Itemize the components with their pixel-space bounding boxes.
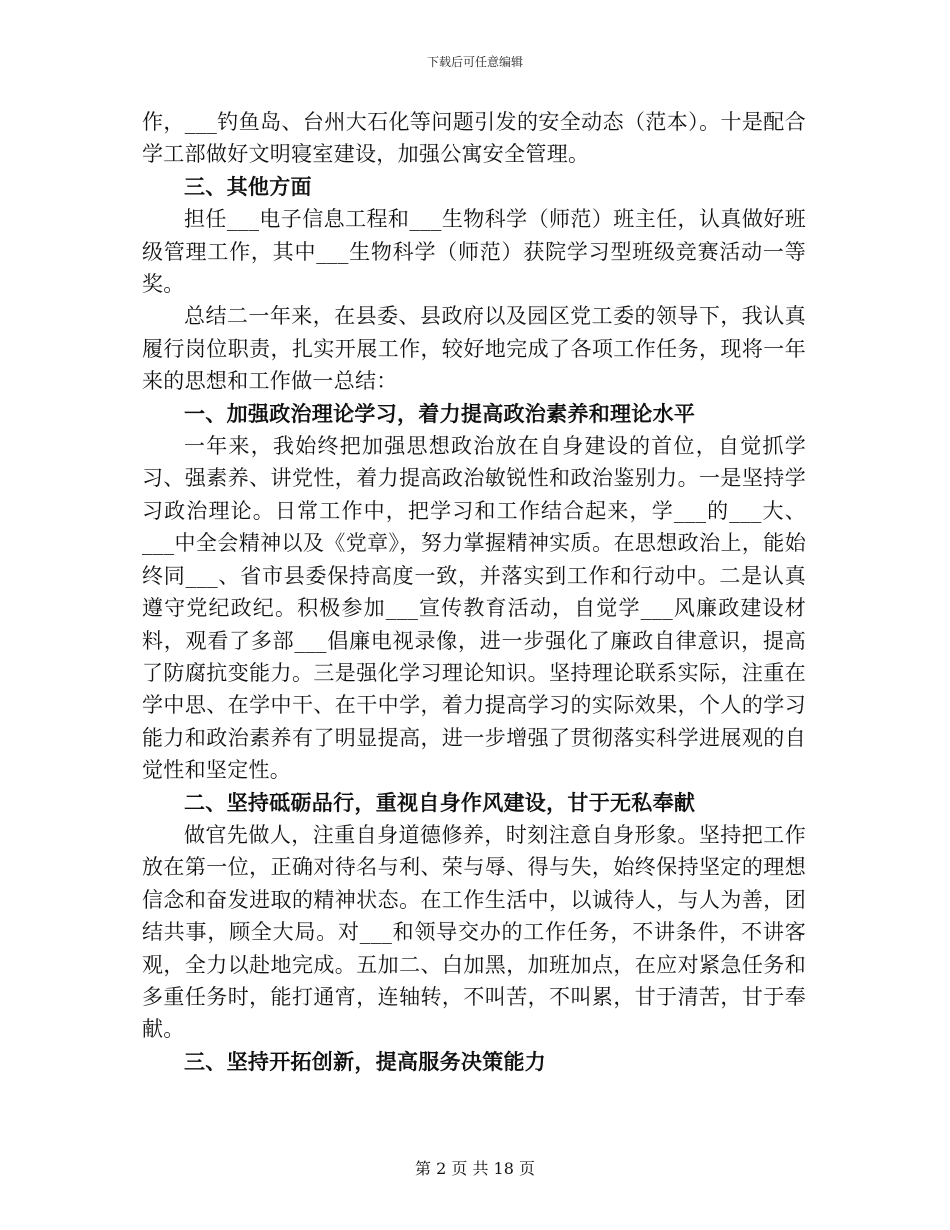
paragraph-summary-intro: 总结二一年来，在县委、县政府以及园区党工委的领导下，我认真履行岗位职责，扎实开展工作，较好地完成了各项工作任务，现将一年来的思想和工作做一总结： (142, 304, 806, 394)
page-number-footer: 第 2 页 共 18 页 (415, 1159, 535, 1178)
paragraph-class-teacher: 担任___电子信息工程和___生物科学（师范）班主任，认真做好班级管理工作，其中___生物科学（师范）获院学习型班级竞赛活动一等奖。 (142, 207, 806, 297)
section-heading-other: 三、其他方面 (184, 173, 312, 199)
document-body (142, 106, 806, 1078)
paragraph-political-study: 一年来，我始终把加强思想政治放在自身建设的首位，自觉抓学习、强素养、讲党性，着力提高政治敏锐性和政治鉴别力。一是坚持学习政治理论。日常工作中，把学习和工作结合起来，学___的___大、___中全会精神以及《党章》，努力掌握精神实质。在思想政治上，能始终同___、省市县委保持高度一致，并落实到工作和行动中。二是认真遵守党纪政纪。积极参加___宣传教育活动，自觉学___风廉政建设材料，观看了多部___倡廉电视录像，进一步强化了廉政自律意识，提高了防腐抗变能力。三是强化学习理论知识。坚持理论联系实际，注重在学中思、在学中干、在干中学，着力提高学习的实际效果，个人的学习能力和政治素养有了明显提高，进一步增强了贯彻落实科学进展观的自觉性和坚定性。 (142, 434, 806, 783)
paragraph-conduct: 做官先做人，注重自身道德修养，时刻注意自身形象。坚持把工作放在第一位，正确对待名与利、荣与辱、得与失，始终保持坚定的理想信念和奋发进取的精神状态。在工作生活中，以诚待人，与人为善，团结共事，顾全大局。对___和领导交办的工作任务，不讲条件，不讲客观，全力以赴地完成。五加二、白加黑，加班加点，在应对紧急任务和多重任务时，能打通宵，连轴转，不叫苦，不叫累，甘于清苦，甘于奉献。 (142, 822, 806, 1042)
section-heading-conduct: 二、坚持砥砺品行，重视自身作风建设，甘于无私奉献 (184, 789, 696, 815)
section-heading-political-study: 一、加强政治理论学习，着力提高政治素养和理论水平 (184, 400, 696, 426)
section-heading-innovation: 三、坚持开拓创新，提高服务决策能力 (184, 1048, 547, 1074)
page-header-note: 下载后可任意编辑 (426, 55, 523, 69)
paragraph-continuation: 作，___钓鱼岛、台州大石化等问题引发的安全动态（范本）。十是配合学工部做好文明寝室建设，加强公寓安全管理。 (142, 110, 806, 167)
